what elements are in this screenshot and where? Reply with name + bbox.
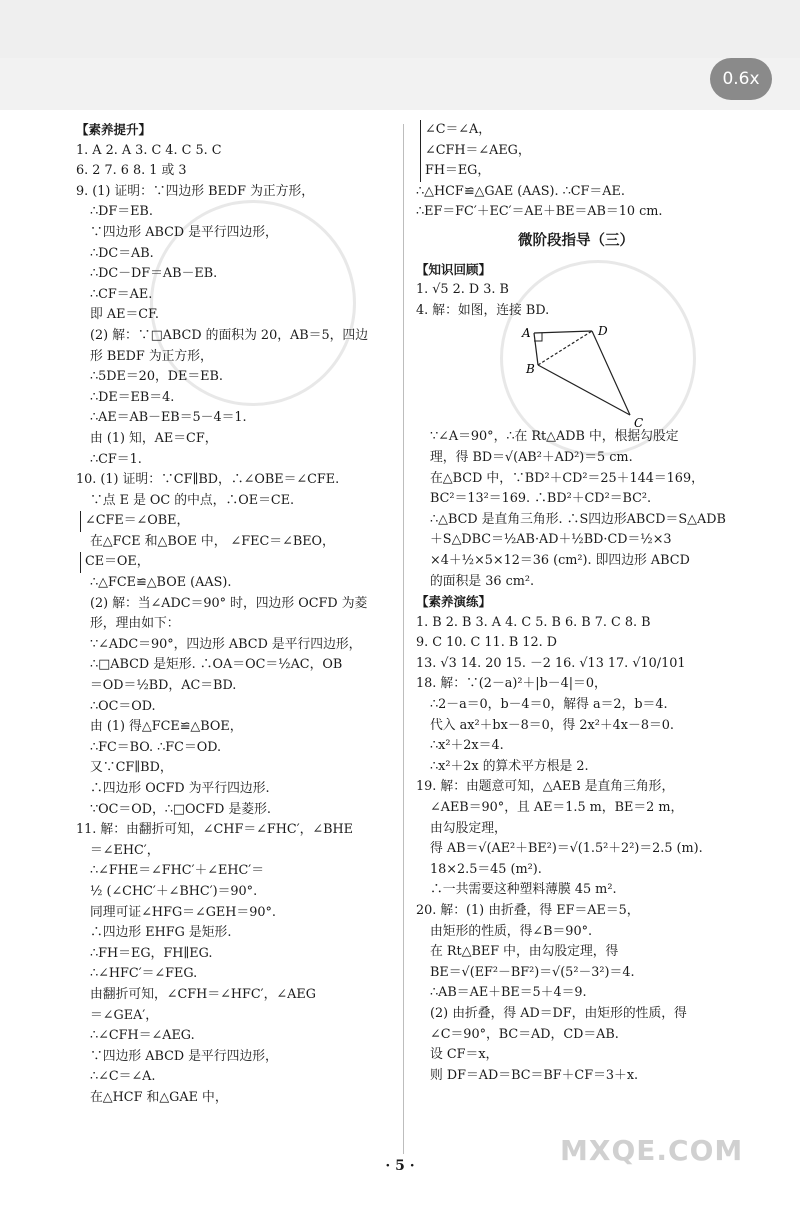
text-line: ∠CFE＝∠OBE， [80, 511, 388, 532]
text-line: ∴OC＝OD. [90, 698, 156, 714]
text-line: 6. 2 7. 6 8. 1 或 3 [76, 163, 187, 179]
text-line: 18. 解：∵(2－a)²＋|b－4|＝0， [416, 676, 607, 692]
document-page [0, 110, 800, 1217]
text-line: ∴EF＝FC′＋EC′＝AE＋BE＝AB＝10 cm. [416, 204, 663, 220]
text-line: ＝OD＝½BD，AC＝BD. [90, 678, 237, 694]
text-line: (2) 解：当∠ADC＝90° 时，四边形 OCFD 为菱 [90, 595, 368, 611]
text-line: 在△HCF 和△GAE 中， [90, 1089, 228, 1105]
vertex-label: C [634, 416, 644, 428]
text-line: 设 CF＝x， [430, 1047, 499, 1063]
text-line: ∴∠CFH＝∠AEG. [90, 1028, 195, 1044]
text-line: ∴四边形 OCFD 为平行四边形. [90, 781, 270, 796]
viewer-top-bar [0, 0, 800, 58]
section-heading: 【素养演练】 [416, 594, 492, 610]
text-line: ½ (∠CHC′＋∠BHC′)＝90°. [90, 883, 258, 899]
text-line: (2) 解：∵□ABCD 的面积为 20，AB＝5，四边 [90, 327, 368, 343]
section-heading: 【素养提升】 [76, 122, 152, 137]
text-line: 9. (1) 证明：∵四边形 BEDF 为正方形， [76, 183, 315, 199]
side-ad [534, 331, 592, 333]
text-line: 在△BCD 中，∵BD²＋CD²＝25＋144＝169， [430, 470, 704, 486]
text-line: ∴△FCE≌△BOE (AAS). [90, 575, 232, 591]
text-line: ∴AE＝AB－EB＝5－4＝1. [90, 410, 247, 426]
side-ba [534, 333, 538, 365]
diagonal-bd [538, 331, 592, 365]
text-line: ∵OC＝OD，∴□OCFD 是菱形. [90, 801, 271, 817]
text-line: 由勾股定理， [430, 820, 507, 836]
text-line: ∴DE＝EB＝4. [90, 389, 175, 405]
text-line: 代入 ax²＋bx－8＝0，得 2x²＋4x－8＝0. [430, 717, 674, 733]
text-line: 即 AE＝CF. [90, 307, 159, 323]
text-line: 由 (1) 知，AE＝CF， [90, 430, 218, 446]
text-line: BC²＝13²＝169. ∴BD²＋CD²＝BC². [430, 491, 652, 507]
text-line: ∵四边形 ABCD 是平行四边形， [90, 224, 278, 240]
text-line: ∴DC＝AB. [90, 245, 154, 261]
text-line: ∴DF＝EB. [90, 204, 153, 220]
text-line: 形，理由如下： [90, 616, 180, 632]
text-line: ∵∠ADC＝90°，四边形 ABCD 是平行四边形， [90, 636, 362, 652]
vertex-label: B [526, 362, 535, 377]
text-line: 10. (1) 证明：∵CF∥BD，∴∠OBE＝∠CFE. [76, 472, 340, 488]
text-line: ∴AB＝AE＋BE＝5＋4＝9. [430, 985, 587, 1001]
text-line: ∴DC－DF＝AB－EB. [90, 266, 218, 282]
right-column [416, 120, 736, 1086]
vertex-label: D [598, 324, 608, 339]
side-dc [592, 331, 630, 415]
text-line: 的面积是 36 cm². [430, 573, 535, 589]
text-line: FH＝EG， [420, 161, 736, 182]
text-line: ∴x²＋2x 的算术平方根是 2. [430, 758, 589, 774]
text-line: 1. A 2. A 3. C 4. C 5. C [76, 142, 222, 158]
text-line: ∴△HCF≌△GAE (AAS). ∴CF＝AE. [416, 183, 625, 199]
text-line: ∠CFH＝∠AEG， [420, 141, 736, 162]
text-line: ∴□ABCD 是矩形. ∴OA＝OC＝½AC，OB [90, 657, 343, 673]
text-line: ∵∠A＝90°，∴在 Rt△ADB 中，根据勾股定 [430, 429, 679, 445]
text-line: ∴∠HFC′＝∠FEG. [90, 966, 198, 982]
text-line: 由 (1) 得△FCE≌△BOE， [90, 719, 243, 735]
text-line: 9. C 10. C 11. B 12. D [416, 635, 557, 651]
text-line: ∠C＝90°，BC＝AD，CD＝AB. [430, 1026, 619, 1042]
left-column [76, 120, 388, 1109]
vertex-label: A [522, 326, 531, 341]
text-line: 由翻折可知，∠CFH＝∠HFC′，∠AEG [90, 986, 316, 1002]
page-number: · 5 · [385, 1158, 415, 1174]
geometry-figure [416, 321, 736, 427]
text-line: ∴x²＋2x＝4. [430, 738, 504, 754]
text-line: CE＝OE， [80, 552, 388, 573]
text-line: ∴5DE＝20，DE＝EB. [90, 369, 223, 385]
text-line: 19. 解：由题意可知，△AEB 是直角三角形， [416, 779, 675, 795]
text-line: ∵四边形 ABCD 是平行四边形， [90, 1048, 278, 1064]
watermark-text: MXQE.COM [560, 1134, 744, 1167]
chapter-title: 微阶段指导（三） [518, 232, 634, 249]
text-line: ∴FC＝BO. ∴FC＝OD. [90, 739, 222, 755]
text-line: 1. B 2. B 3. A 4. C 5. B 6. B 7. C 8. B [416, 614, 651, 630]
text-line: ∠AEB＝90°，且 AE＝1.5 m，BE＝2 m， [430, 800, 684, 816]
text-line: ∴CF＝AE. [90, 286, 153, 302]
text-line: 理，得 BD＝√(AB²＋AD²)＝5 cm. [430, 449, 633, 465]
quadrilateral-diagram [416, 321, 736, 427]
text-line: 同理可证∠HFG＝∠GEH＝90°. [90, 904, 276, 920]
text-line: ＋S△DBC＝½AB·AD＋½BD·CD＝½×3 [430, 532, 672, 548]
text-line: ＝∠EHC′， [90, 842, 160, 858]
text-line: ∠C＝∠A， [420, 120, 736, 141]
section-heading: 【知识回顾】 [416, 261, 492, 277]
text-line: ∴FH＝EG，FH∥EG. [90, 945, 213, 961]
text-line: 在 Rt△BEF 中，由勾股定理，得 [430, 944, 619, 960]
text-line: ∴CF＝1. [90, 451, 142, 467]
text-line: ∴△BCD 是直角三角形. ∴S四边形ABCD＝S△ADB [430, 511, 726, 527]
text-line: (2) 由折叠，得 AD＝DF，由矩形的性质，得 [430, 1005, 687, 1021]
text-line: 则 DF＝AD＝BC＝BF＋CF＝3＋x. [430, 1067, 639, 1083]
text-line: 1. √5 2. D 3. B [416, 282, 509, 298]
column-divider [403, 124, 404, 1154]
zoom-level-badge[interactable]: 0.6x [710, 58, 772, 100]
side-cb [538, 365, 630, 415]
text-line: ×4＋½×5×12＝36 (cm²). 即四边形 ABCD [430, 552, 690, 568]
text-line: ∴∠FHE＝∠FHC′＋∠EHC′＝ [90, 863, 265, 879]
text-line: ∴∠C＝∠A. [90, 1069, 156, 1085]
text-line: BE＝√(EF²－BF²)＝√(5²－3²)＝4. [430, 964, 635, 980]
text-line: 11. 解：由翻折可知，∠CHF＝∠FHC′，∠BHE [76, 822, 354, 838]
text-line: 又∵CF∥BD， [90, 760, 173, 776]
text-line: ＝∠GEA′， [90, 1007, 159, 1023]
text-line: 20. 解：(1) 由折叠，得 EF＝AE＝5， [416, 903, 640, 918]
text-line: 在△FCE 和△BOE 中， ∠FEC＝∠BEO， [90, 533, 335, 549]
text-line: ∴2－a＝0，b－4＝0，解得 a＝2，b＝4. [430, 697, 668, 713]
text-line: 13. √3 14. 20 15. －2 16. √13 17. √10/101 [416, 655, 686, 671]
text-line: ∵点 E 是 OC 的中点，∴OE＝CE. [90, 492, 295, 508]
text-line: 4. 解：如图，连接 BD. [416, 302, 550, 318]
text-line: 18×2.5＝45 (m²). [430, 861, 542, 877]
text-line: 由矩形的性质，得∠B＝90°. [430, 923, 593, 939]
text-line: 形 BEDF 为正方形， [90, 348, 213, 364]
text-line: ∴一共需要这种塑料薄膜 45 m². [430, 882, 617, 898]
text-line: 得 AB＝√(AE²＋BE²)＝√(1.5²＋2²)＝2.5 (m). [430, 841, 703, 857]
text-line: ∴四边形 EHFG 是矩形. [90, 925, 232, 941]
